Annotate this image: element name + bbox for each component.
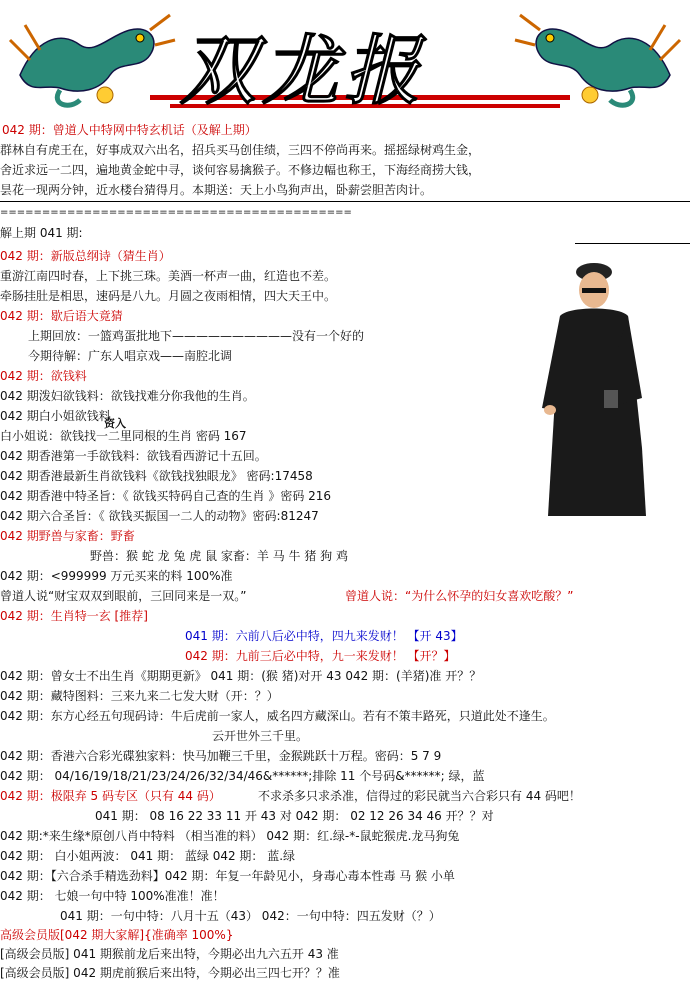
vip-heading: 高级会员版[042 期大家解]{准确率 100%}: [0, 928, 234, 942]
money-line: 042 期香港第一手欲钱料：欲钱看西游记十五回。: [0, 449, 267, 463]
info-row: 042 期：藏特图料：三来九来二七发大财（开：？）: [0, 689, 279, 703]
dragon-right-icon: [515, 15, 680, 105]
caibao-line: 曾道人说“财宝双双到眼前，三回同来是一双。”: [0, 589, 247, 603]
line-999: 042 期：<999999 万元买来的料 100%准: [0, 569, 233, 583]
info-row: 041 期：一句中特：八月十五（43） 042：一句中特：四五发财（？）: [60, 909, 441, 923]
money-line: 白小姐说：欲钱找一二里同根的生肖 密码 167: [0, 429, 247, 443]
vip-line: [高级会员版] 041 期猴前龙后来出特，今期必出九六五开 43 准: [0, 947, 339, 961]
info-row: 云开世外三千里。: [212, 729, 309, 743]
riddle-heading: 042 期：曾道人中特网中特玄机话（及解上期）: [2, 123, 257, 137]
money-line: 042 期香港最新生肖欲钱料《欲钱找独眼龙》 密码:17458: [0, 469, 313, 483]
riddle-line: 群林自有虎王在，好事成双六出名，招兵买马创佳绩，三四不停尚再来。摇摇绿树鸡生金，: [0, 143, 481, 157]
money-line: 042 期泼妇欲钱料：欲钱找难分你我他的生肖。: [0, 389, 255, 403]
info-row: 042 期： 白小姐两波： 041 期： 蓝绿 042 期： 蓝.绿: [0, 849, 296, 863]
poem-heading: 042 期：新版总纲诗（猜生肖）: [0, 249, 171, 263]
beasts-heading: 042 期野兽与家畜：野畜: [0, 529, 135, 543]
poem-line: 牵肠挂肚是相思，速码是八九。月圆之夜雨相情，四大天王中。: [0, 289, 337, 303]
beasts-line: 野兽：猴 蛇 龙 兔 虎 鼠 家畜：羊 马 牛 猪 狗 鸡: [90, 549, 348, 563]
info-row: 042 期：曾女士不出生肖《期期更新》 041 期：(猴 猪)对开 43 042 期：(羊猪)准 开？？: [0, 669, 482, 683]
xiehouyu-line: 今期待解：广东人唱京戏——南腔北调: [28, 349, 233, 363]
special-red-line: 042 期：九前三后必中特，九一来发财！ 【开？】: [185, 649, 456, 663]
overlay-mark: 资入: [104, 417, 126, 430]
info-row: 042 期： 04/16/19/18/21/23/24/26/32/34/46&******;排除 11 个号码&******; 绿，蓝: [0, 769, 485, 783]
money-heading: 042 期：欲钱料: [0, 369, 87, 383]
divider-text: ==========================================: [0, 207, 352, 218]
kill-numbers: 041 期： 08 16 22 33 11 开 43 对 042 期： 02 12 26 34 46 开？？对: [95, 809, 494, 823]
special-heading: 042 期：生肖特一玄 [推荐]: [0, 609, 148, 623]
portrait-figure: [538, 258, 650, 518]
money-line: 042 期香港中特圣旨：《 欲钱买特码自己查的生肖 》密码 216: [0, 489, 332, 503]
info-row: 042 期:*来生缘*原创八肖中特料 （相当准的料） 042 期：红.绿-*-鼠蛇猴虎.龙马狗兔: [0, 829, 460, 843]
info-row: 042 期： 七娘一句中特 100%准准！准！: [0, 889, 225, 903]
money-line: 042 期六合圣旨：《 欲钱买振国一二人的动物》密码:81247: [0, 509, 319, 523]
xiehouyu-line: 上期回放：一篮鸡蛋批地下——————————没有一个好的: [28, 329, 365, 343]
info-row: 042 期：【六合杀手精选劲料】042 期：年复一年龄见小，身毒心毒本性毒 马 猴 小单: [0, 869, 455, 883]
dragon-left-icon: [10, 15, 175, 105]
riddle-line: 舍近求远一二四，遍地黄金蛇中寻，谈何容易擒猴子。不修边幅也称王，下海经商捞大钱，: [0, 163, 481, 177]
money-line: 042 期白小姐欲钱料: [0, 409, 111, 423]
header-banner: [0, 0, 690, 120]
info-row: 042 期：香港六合彩光碟独家料：快马加鞭三千里，金猴跳跃十万程。密码：5 7 9: [0, 749, 442, 763]
kill-heading: 042 期：极限弃 5 码专区（只有 44 码）: [0, 789, 221, 803]
riddle-line: 昙花一现两分钟，近水楼台猜得月。本期送：天上小鸟狗声出，卧薪尝胆苦肉计。: [0, 183, 433, 197]
divider: [575, 243, 690, 244]
info-row: 042 期：东方心经五句现码诗：牛后虎前一家人，威名四方藏深山。若有不策丰路死，只道此处不逢生。: [0, 709, 555, 723]
kill-description: 不求杀多只求杀准，信得过的彩民就当六合彩只有 44 码吧！: [258, 789, 581, 803]
portrait-image: [538, 258, 650, 518]
poem-line: 重游江南四时春，上下挑三珠。美酒一杯声一曲，红造也不差。: [0, 269, 337, 283]
masthead-title: 双龙报: [180, 26, 426, 115]
xiehouyu-heading: 042 期：歇后语大竟猜: [0, 309, 123, 323]
vip-line: [高级会员版] 042 期虎前猴后来出特，今期必出三四七开？？准: [0, 966, 340, 980]
special-blue-line: 041 期：六前八后必中特，四九来发财！ 【开 43】: [185, 629, 463, 643]
caibao-question: 曾道人说：“为什么怀孕的妇女喜欢吃酸？”: [345, 589, 574, 603]
last-period-label: 解上期 041 期:: [0, 226, 83, 240]
divider: [0, 201, 690, 202]
